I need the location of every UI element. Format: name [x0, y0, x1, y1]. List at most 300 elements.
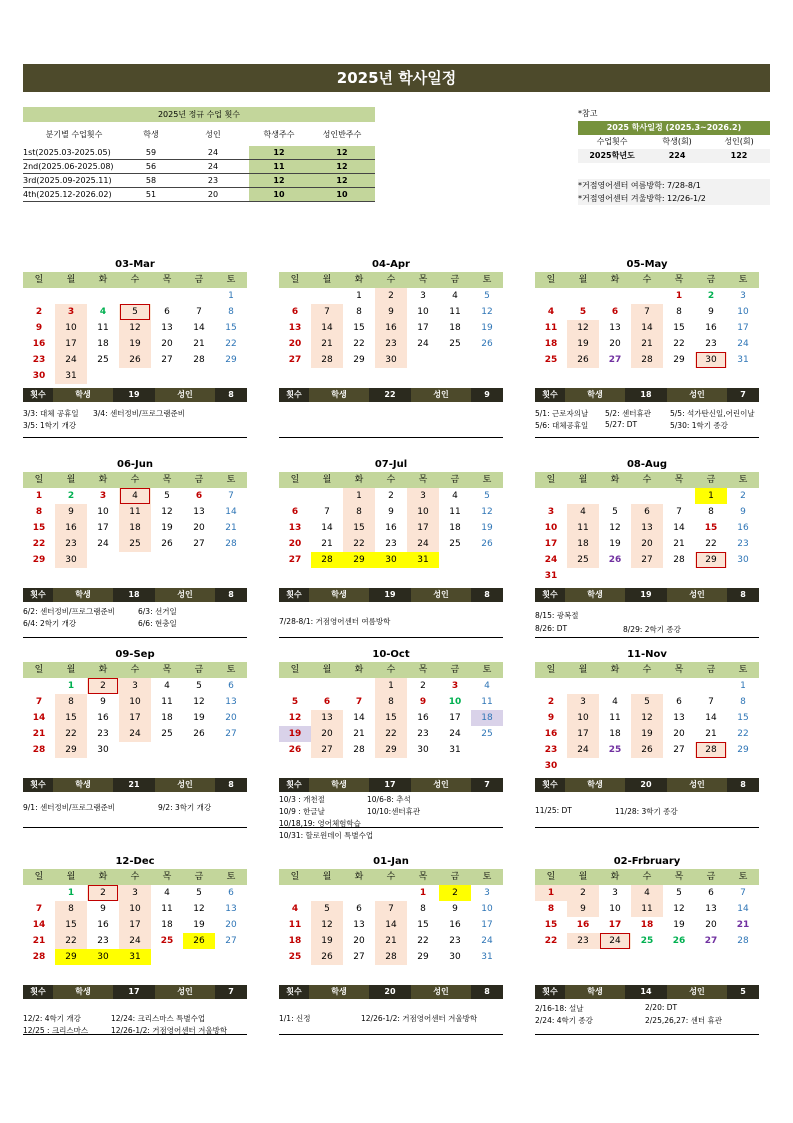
count-cell: 20	[640, 780, 652, 789]
day-cell: 3	[451, 681, 459, 691]
count-cell: 8	[228, 390, 234, 399]
day-cell: 10	[55, 320, 87, 336]
day-cell: 5	[164, 491, 170, 501]
month-note: 8/15: 광복절	[535, 611, 579, 620]
class-count-header	[23, 122, 375, 146]
day-cell: 8	[676, 307, 682, 317]
weekday-label: 일	[290, 275, 300, 285]
schedule-cell: 4th(2025.12-2026.02)	[23, 190, 112, 199]
day-cell: 10	[567, 710, 599, 726]
weekday-label: 수	[386, 665, 396, 675]
weekday-header	[23, 869, 247, 885]
weekday-label: 수	[642, 475, 652, 485]
day-cell: 4	[119, 488, 151, 504]
weekday-label: 월	[578, 475, 588, 485]
day-cell: 11	[481, 697, 493, 707]
day-cell: 1	[419, 888, 427, 898]
day-cell: 10	[481, 904, 493, 914]
day-cell: 22	[737, 729, 749, 739]
weekday-label: 화	[610, 475, 620, 485]
day-cell: 28	[375, 949, 407, 965]
day-cell: 4	[612, 697, 618, 707]
day-cell: 26	[631, 742, 663, 758]
day-cell: 26	[193, 729, 205, 739]
day-cell: 12	[288, 713, 302, 723]
day-cell: 9	[375, 304, 407, 320]
month-note: 10/9 : 한글날	[279, 807, 325, 816]
day-cell: 23	[417, 729, 429, 739]
day-cell: 31	[737, 355, 749, 365]
day-cell: 12	[311, 917, 343, 933]
weekday-label: 일	[290, 872, 300, 882]
day-cell: 9	[388, 507, 394, 517]
month-notes	[23, 999, 247, 1035]
day-cell: 10	[97, 507, 109, 517]
empty-day	[695, 678, 727, 694]
day-cell: 20	[288, 339, 302, 349]
week-row	[23, 552, 247, 568]
day-cell: 30	[695, 352, 727, 368]
day-cell: 4	[452, 491, 458, 501]
week-row	[23, 488, 247, 504]
day-cell: 1	[375, 678, 407, 694]
month-note: 10/3 : 개천절	[279, 795, 325, 804]
count-cell: 19	[640, 590, 652, 599]
schedule-cell: 11	[249, 160, 309, 173]
count-cell: 8	[484, 590, 490, 599]
day-cell: 30	[449, 952, 461, 962]
week-row	[23, 949, 247, 965]
empty-day	[535, 288, 567, 304]
month-note: 6/4: 2학기 개강	[23, 619, 77, 628]
day-cell: 21	[32, 729, 46, 739]
month-calendar	[23, 458, 247, 638]
day-cell: 16	[449, 920, 461, 930]
day-cell: 23	[375, 336, 407, 352]
month-note: 6/3: 선거일	[138, 607, 177, 616]
day-cell: 2	[707, 291, 715, 301]
day-cell: 5	[484, 291, 490, 301]
day-cell: 5	[196, 888, 202, 898]
weekday-label: 금	[194, 475, 204, 485]
count-cell: 학생	[309, 388, 369, 402]
day-cell: 2	[87, 885, 119, 901]
count-cell: 횟수	[542, 590, 558, 599]
weekday-label: 금	[706, 275, 716, 285]
weekday-label: 화	[98, 475, 108, 485]
reference-cols	[578, 135, 770, 149]
month-title: 05-May	[626, 259, 668, 270]
day-cell: 27	[161, 355, 173, 365]
month-calendar	[535, 258, 759, 438]
day-cell: 12	[481, 307, 493, 317]
schedule-cell: 10	[309, 188, 375, 201]
day-cell: 31	[449, 745, 461, 755]
week-row	[23, 726, 247, 742]
day-cell: 30	[87, 949, 119, 965]
month-note: 5/27: DT	[605, 420, 638, 429]
day-cell: 13	[161, 323, 173, 333]
day-cell: 7	[355, 697, 363, 707]
weekday-label: 토	[738, 275, 748, 285]
month-title: 11-Nov	[627, 649, 667, 660]
day-cell: 5	[579, 307, 587, 317]
day-cell: 11	[567, 520, 599, 536]
day-cell: 14	[705, 713, 717, 723]
day-cell: 11	[449, 507, 461, 517]
day-cell: 3	[547, 507, 555, 517]
empty-day	[279, 488, 311, 504]
day-cell: 6	[228, 681, 234, 691]
day-cell: 9	[452, 904, 458, 914]
day-cell: 20	[609, 339, 621, 349]
weekday-label: 월	[66, 665, 76, 675]
day-cell: 18	[609, 729, 621, 739]
day-cell: 22	[343, 536, 375, 552]
day-cell: 28	[311, 552, 343, 568]
month-title: 06-Jun	[116, 459, 154, 470]
schedule-cell: 56	[145, 162, 157, 171]
day-cell: 21	[705, 729, 717, 739]
day-cell: 19	[609, 539, 621, 549]
count-cell: 성인	[155, 388, 215, 402]
day-cell: 11	[161, 697, 173, 707]
count-cell: 17	[384, 780, 396, 789]
week-row	[535, 742, 759, 758]
schedule-cell: 2nd(2025.06-2025.08)	[23, 162, 114, 171]
empty-day	[599, 488, 631, 504]
reference-header: 2025 학사일정 (2025.3~2026.2)	[578, 121, 770, 135]
day-cell: 16	[417, 713, 429, 723]
count-cell: 횟수	[542, 987, 558, 996]
month-note: 5/1: 근로자의날	[535, 409, 589, 418]
week-row	[23, 320, 247, 336]
weekday-label: 목	[674, 872, 684, 882]
vacation-notes	[578, 179, 770, 205]
day-cell: 28	[695, 742, 727, 758]
day-cell: 3	[55, 304, 87, 320]
month-note: 12/25 : 크리스마스	[23, 1026, 89, 1035]
empty-day	[279, 288, 311, 304]
day-cell: 28	[311, 352, 343, 368]
day-cell: 30	[544, 761, 558, 771]
day-cell: 8	[420, 904, 426, 914]
day-cell: 12	[119, 320, 151, 336]
day-cell: 5	[311, 901, 343, 917]
day-cell: 9	[55, 504, 87, 520]
day-cell: 31	[544, 571, 558, 581]
weekday-label: 월	[578, 872, 588, 882]
schedule-cell: 10	[249, 188, 309, 201]
schedule-cell: 59	[145, 148, 157, 157]
count-cell: 학생	[565, 388, 625, 402]
day-cell: 4	[547, 307, 555, 317]
day-cell: 20	[631, 536, 663, 552]
day-cell: 7	[35, 904, 43, 914]
day-cell: 19	[481, 523, 493, 533]
day-cell: 7	[35, 697, 43, 707]
weekday-label: 월	[322, 872, 332, 882]
day-cell: 28	[32, 745, 46, 755]
month-note: 3/5: 1학기 개강	[23, 421, 77, 430]
weekday-header	[279, 869, 503, 885]
week-row	[279, 536, 503, 552]
day-cell: 22	[55, 726, 87, 742]
day-cell: 25	[97, 355, 109, 365]
count-cell: 19	[128, 390, 140, 399]
day-cell: 19	[193, 920, 205, 930]
weekday-label: 수	[386, 475, 396, 485]
day-cell: 20	[288, 539, 302, 549]
weekday-label: 월	[66, 275, 76, 285]
day-cell: 1	[695, 488, 727, 504]
day-cell: 4	[164, 888, 170, 898]
day-cell: 19	[279, 726, 311, 742]
empty-day	[599, 288, 631, 304]
weekday-label: 금	[450, 275, 460, 285]
day-cell: 9	[708, 307, 714, 317]
weekday-label: 수	[642, 872, 652, 882]
day-cell: 30	[737, 555, 749, 565]
week-row	[535, 336, 759, 352]
day-cell: 15	[673, 323, 685, 333]
weekday-label: 토	[226, 665, 236, 675]
day-cell: 10	[609, 904, 621, 914]
month-note: 8/29: 2학기 종강	[623, 625, 681, 634]
header-cell: 성인반주수	[322, 129, 362, 139]
day-cell: 21	[353, 729, 365, 739]
day-cell: 3	[484, 888, 490, 898]
day-cell: 8	[55, 901, 87, 917]
count-cell: 횟수	[286, 780, 302, 789]
week-row	[535, 488, 759, 504]
day-cell: 21	[311, 336, 343, 352]
day-cell: 2	[87, 678, 119, 694]
ref-col: 성인(회)	[724, 137, 754, 146]
count-bar	[23, 985, 247, 999]
month-note: 11/28: 3학기 종강	[615, 807, 678, 816]
day-cell: 23	[385, 539, 397, 549]
day-cell: 7	[676, 507, 682, 517]
weekday-label: 일	[546, 872, 556, 882]
month-note: 6/6: 현충일	[138, 619, 177, 628]
day-cell: 16	[97, 920, 109, 930]
day-cell: 22	[417, 936, 429, 946]
day-cell: 15	[417, 920, 429, 930]
day-cell: 11	[544, 323, 558, 333]
month-notes	[23, 602, 247, 638]
schedule-cell: 3rd(2025.09-2025.11)	[23, 176, 112, 185]
day-cell: 17	[481, 920, 493, 930]
count-cell: 18	[128, 590, 140, 599]
count-cell: 성인	[155, 985, 215, 999]
ref-cell: 2025학년도	[589, 151, 635, 160]
empty-day	[343, 885, 375, 901]
day-cell: 18	[288, 936, 302, 946]
month-note: 12/26-1/2: 거점영어센터 겨울방학	[361, 1014, 478, 1023]
week-row	[279, 368, 503, 384]
day-cell: 20	[353, 936, 365, 946]
count-cell: 성인	[411, 985, 471, 999]
weekday-label: 수	[130, 665, 140, 675]
day-cell: 12	[673, 904, 685, 914]
week-row	[279, 742, 503, 758]
day-cell: 29	[55, 949, 87, 965]
count-bar	[23, 778, 247, 792]
day-cell: 24	[417, 339, 429, 349]
schedule-row	[23, 174, 375, 188]
day-cell: 21	[736, 920, 750, 930]
day-cell: 6	[631, 504, 663, 520]
schedule-row	[23, 160, 375, 174]
week-row	[23, 536, 247, 552]
day-cell: 26	[608, 555, 622, 565]
month-note: 9/2: 3학기 개강	[158, 803, 212, 812]
day-cell: 13	[631, 520, 663, 536]
weekday-label: 목	[418, 475, 428, 485]
weekday-label: 목	[418, 872, 428, 882]
day-cell: 27	[608, 355, 622, 365]
day-cell: 6	[676, 697, 682, 707]
day-cell: 29	[737, 745, 749, 755]
day-cell: 2	[388, 491, 394, 501]
day-cell: 29	[55, 742, 87, 758]
week-row	[535, 917, 759, 933]
count-cell: 학생	[565, 588, 625, 602]
day-cell: 4	[567, 504, 599, 520]
day-cell: 24	[449, 729, 461, 739]
month-notes	[535, 402, 759, 438]
header-cell: 학생	[143, 129, 159, 139]
day-cell: 5	[484, 491, 490, 501]
day-cell: 17	[119, 710, 151, 726]
week-row	[23, 568, 247, 584]
day-cell: 1	[35, 491, 43, 501]
weekday-label: 화	[354, 475, 364, 485]
day-cell: 8	[356, 307, 362, 317]
count-cell: 21	[128, 780, 140, 789]
day-cell: 7	[631, 304, 663, 320]
empty-day	[535, 678, 567, 694]
week-row	[535, 368, 759, 384]
week-row	[535, 568, 759, 584]
month-calendar	[279, 258, 503, 438]
count-cell: 성인	[155, 588, 215, 602]
count-cell: 학생	[53, 588, 113, 602]
weekday-label: 금	[194, 275, 204, 285]
day-cell: 11	[449, 307, 461, 317]
month-note: 11/25: DT	[535, 806, 572, 815]
count-cell: 학생	[53, 388, 113, 402]
day-cell: 22	[55, 933, 87, 949]
count-cell: 학생	[309, 588, 369, 602]
day-cell: 18	[97, 339, 109, 349]
weekday-label: 목	[162, 665, 172, 675]
ref-cell: 224	[668, 151, 686, 160]
day-cell: 14	[32, 920, 46, 930]
day-cell: 8	[375, 694, 407, 710]
weekday-header	[535, 472, 759, 488]
month-title: 02-Frbruary	[613, 856, 681, 867]
day-cell: 15	[704, 523, 718, 533]
weekday-label: 일	[34, 872, 44, 882]
weekday-label: 일	[34, 665, 44, 675]
month-note: 10/10:센터휴관	[367, 807, 421, 816]
month-note: 7/28-8/1: 거점영어센터 여름방학	[279, 617, 391, 626]
day-cell: 15	[225, 323, 237, 333]
day-cell: 2	[420, 681, 426, 691]
month-title: 04-Apr	[372, 259, 410, 270]
schedule-row	[23, 188, 375, 202]
day-cell: 1	[675, 291, 683, 301]
weekday-label: 수	[642, 275, 652, 285]
count-cell: 성인	[667, 778, 727, 792]
day-cell: 27	[225, 729, 237, 739]
month-note: 9/1: 센터정비/프로그램준비	[23, 803, 115, 812]
week-row	[535, 504, 759, 520]
empty-day	[311, 288, 343, 304]
weekday-header	[535, 869, 759, 885]
weekday-label: 화	[354, 665, 364, 675]
empty-day	[311, 885, 343, 901]
week-row	[279, 933, 503, 949]
day-cell: 25	[119, 536, 151, 552]
week-row	[23, 288, 247, 304]
count-cell: 7	[484, 780, 490, 789]
weekday-label: 월	[322, 275, 332, 285]
week-row	[279, 304, 503, 320]
week-row	[279, 552, 503, 568]
day-cell: 20	[161, 339, 173, 349]
day-cell: 6	[195, 491, 203, 501]
count-cell: 횟수	[286, 390, 302, 399]
day-cell: 22	[673, 339, 685, 349]
empty-day	[55, 288, 87, 304]
month-note: 12/2: 4학기 개강	[23, 1014, 81, 1023]
week-row	[23, 901, 247, 917]
day-cell: 23	[567, 933, 599, 949]
day-cell: 26	[672, 936, 686, 946]
day-cell: 27	[673, 745, 685, 755]
vacation-note: *거점영어센터 겨울방학: 12/26-1/2	[578, 194, 706, 203]
weekday-label: 화	[354, 872, 364, 882]
empty-day	[23, 885, 55, 901]
day-cell: 17	[97, 523, 109, 533]
day-cell: 10	[119, 901, 151, 917]
empty-day	[663, 488, 695, 504]
day-cell: 20	[673, 729, 685, 739]
month-note: 8/26: DT	[535, 624, 568, 633]
month-calendar	[279, 648, 503, 840]
month-note: 5/5: 석가탄신일,어린이날	[670, 409, 755, 418]
day-cell: 12	[481, 507, 493, 517]
day-cell: 3	[612, 888, 618, 898]
week-row	[535, 949, 759, 965]
day-cell: 18	[449, 323, 461, 333]
day-cell: 13	[353, 920, 365, 930]
day-cell: 17	[417, 323, 429, 333]
month-notes	[279, 602, 503, 638]
month-title: 01-Jan	[373, 856, 409, 867]
day-cell: 27	[288, 555, 302, 565]
count-cell: 18	[640, 390, 652, 399]
day-cell: 1	[740, 681, 746, 691]
week-row	[23, 917, 247, 933]
week-row	[279, 694, 503, 710]
day-cell: 14	[353, 713, 365, 723]
month-notes	[279, 792, 503, 840]
day-cell: 31	[481, 952, 493, 962]
